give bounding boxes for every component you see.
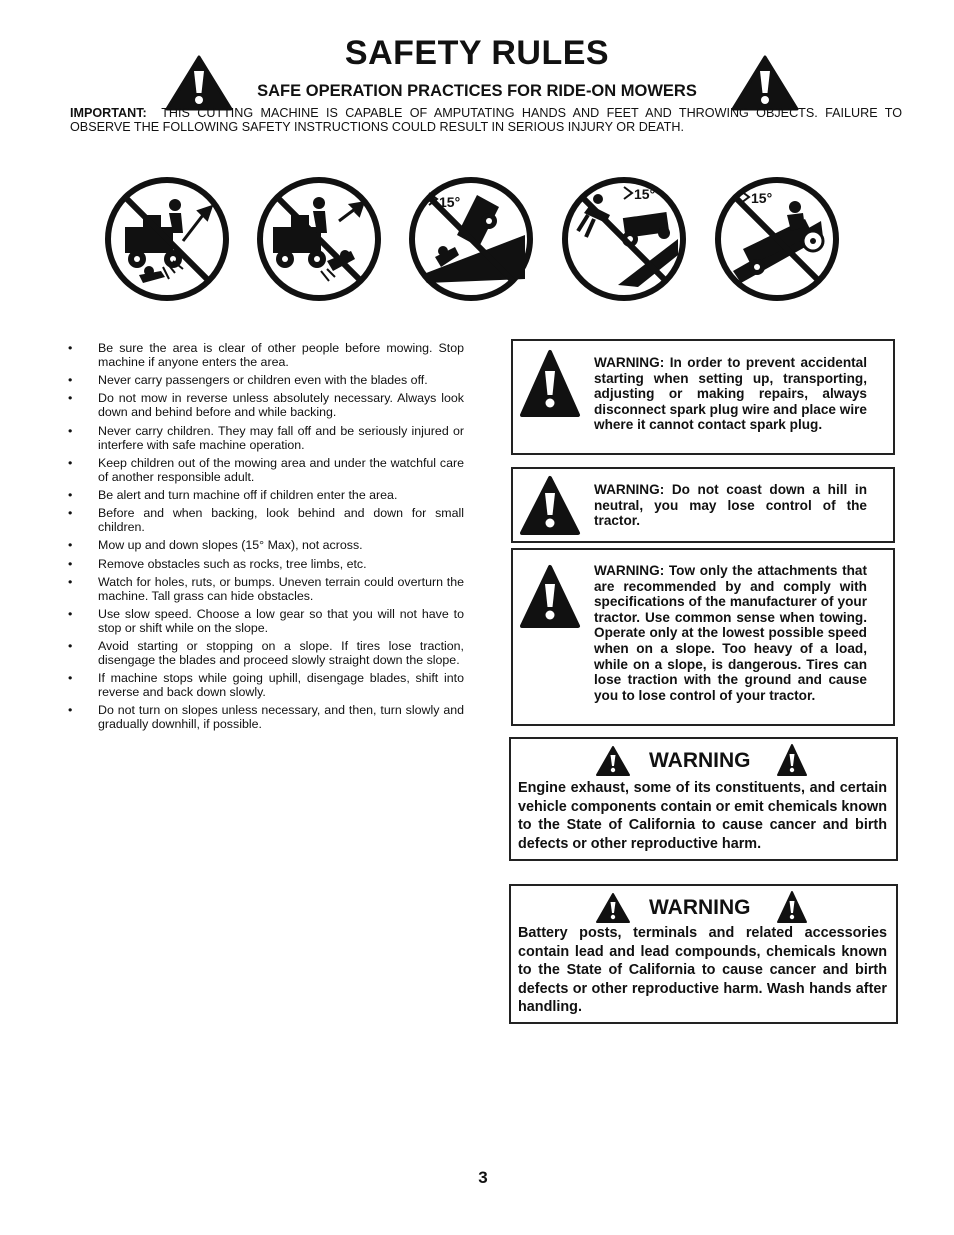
warning-text: WARNING: Do not coast down a hill in neutral, you may lose control of the tractor. xyxy=(594,482,867,529)
warning-triangle-icon xyxy=(595,745,631,777)
important-label: IMPORTANT: xyxy=(70,106,147,120)
warning-triangle-icon xyxy=(519,564,581,630)
list-item: • Be alert and turn machine off if children enter the area. xyxy=(68,488,464,502)
california-warning-battery xyxy=(509,884,898,1024)
list-item: • Avoid starting or stopping on a slope. If tires lose traction, disengage the blades and proceed slowly straight down the slope. xyxy=(68,639,464,667)
warning-triangle-icon xyxy=(776,743,808,777)
no-slope-backflip-icon xyxy=(713,175,841,303)
warning-triangle-icon xyxy=(776,890,808,924)
page-number: 3 xyxy=(478,1168,488,1187)
list-item: • Never carry children. They may fall off and be seriously injured or interfere with safe machine operation. xyxy=(68,424,464,452)
list-item: • If machine stops while going uphill, disengage blades, shift into reverse and back down slowly. xyxy=(68,671,464,699)
no-slope-tipover-icon xyxy=(560,175,688,303)
warning-box-coast xyxy=(511,467,895,543)
section-subtitle: SAFE OPERATION PRACTICES FOR RIDE-ON MOWERS xyxy=(257,82,697,100)
list-item: • Do not turn on slopes unless necessary, and then, turn slowly and gradually downhill, if possible. xyxy=(68,703,464,731)
slope-angle-label: 15° xyxy=(634,186,656,202)
warning-text: Engine exhaust, some of its constituents, and certain vehicle components contain or emit chemicals known to the State of California to cause cancer and birth defects or other reproductive harm. xyxy=(518,780,887,852)
list-item: • Do not mow in reverse unless absolutely necessary. Always look down and behind before and while backing. xyxy=(68,391,464,419)
no-passengers-icon xyxy=(255,175,383,303)
warning-triangle-icon xyxy=(519,349,581,419)
list-item: • Keep children out of the mowing area and under the watchful care of another responsible adult. xyxy=(68,456,464,484)
warning-triangle-icon xyxy=(595,892,631,924)
list-item: • Never carry passengers or children even with the blades off. xyxy=(68,373,464,387)
list-item: • Be sure the area is clear of other people before mowing. Stop machine if anyone enters the area. xyxy=(68,341,464,369)
slope-angle-label: 15° xyxy=(439,194,461,210)
warning-text: WARNING: In order to prevent accidental starting when setting up, transporting, adjusting or making repairs, always disconnect spark plug wire and place wire where it cannot contact spark plug. xyxy=(594,355,867,433)
warning-box-towing xyxy=(511,548,895,726)
warning-heading: WARNING xyxy=(649,896,751,919)
california-warning-exhaust xyxy=(509,737,898,861)
warning-triangle-icon xyxy=(519,475,581,537)
list-item: • Watch for holes, ruts, or bumps. Uneven terrain could overturn the machine. Tall grass can hide obstacles. xyxy=(68,575,464,603)
list-item: • Use slow speed. Choose a low gear so that you will not have to stop or shift while on the slope. xyxy=(68,607,464,635)
no-bystanders-icon xyxy=(103,175,231,303)
warning-text: WARNING: Tow only the attachments that are recommended by and comply with specifications of the manufacturer of your tractor. Use common sense when towing. Operate only at the lowest possible speed when on a slope. Too heavy of a load, while on a slope, is dangerous. Tires can lose traction with the ground and cause you to lose control of your tractor. xyxy=(594,563,867,703)
slope-angle-label: 15° xyxy=(751,190,773,206)
list-item: • Before and when backing, look behind and down for small children. xyxy=(68,506,464,534)
warning-text: Battery posts, terminals and related accessories contain lead and lead compounds, chemicals known to the State of California to cause cancer and birth defects or other reproductive harm. Wash hands after handling. xyxy=(518,925,887,1016)
important-text: THIS CUTTING MACHINE IS CAPABLE OF AMPUTATING HANDS AND FEET AND THROWING OBJECTS. FAILURE TO OBSERVE THE FOLLOWING SAFETY INSTRUCTIONS COULD RESULT IN SERIOUS INJURY OR DEATH. xyxy=(70,106,902,134)
no-slope-across-icon xyxy=(407,175,535,303)
page-title: SAFETY RULES xyxy=(344,34,610,72)
list-item: • Mow up and down slopes (15° Max), not across. xyxy=(68,538,464,552)
safety-bullet-list xyxy=(68,341,464,736)
warning-box-spark-plug xyxy=(511,339,895,455)
list-item: • Remove obstacles such as rocks, tree limbs, etc. xyxy=(68,557,464,571)
warning-heading: WARNING xyxy=(649,749,751,772)
important-notice xyxy=(70,106,902,134)
